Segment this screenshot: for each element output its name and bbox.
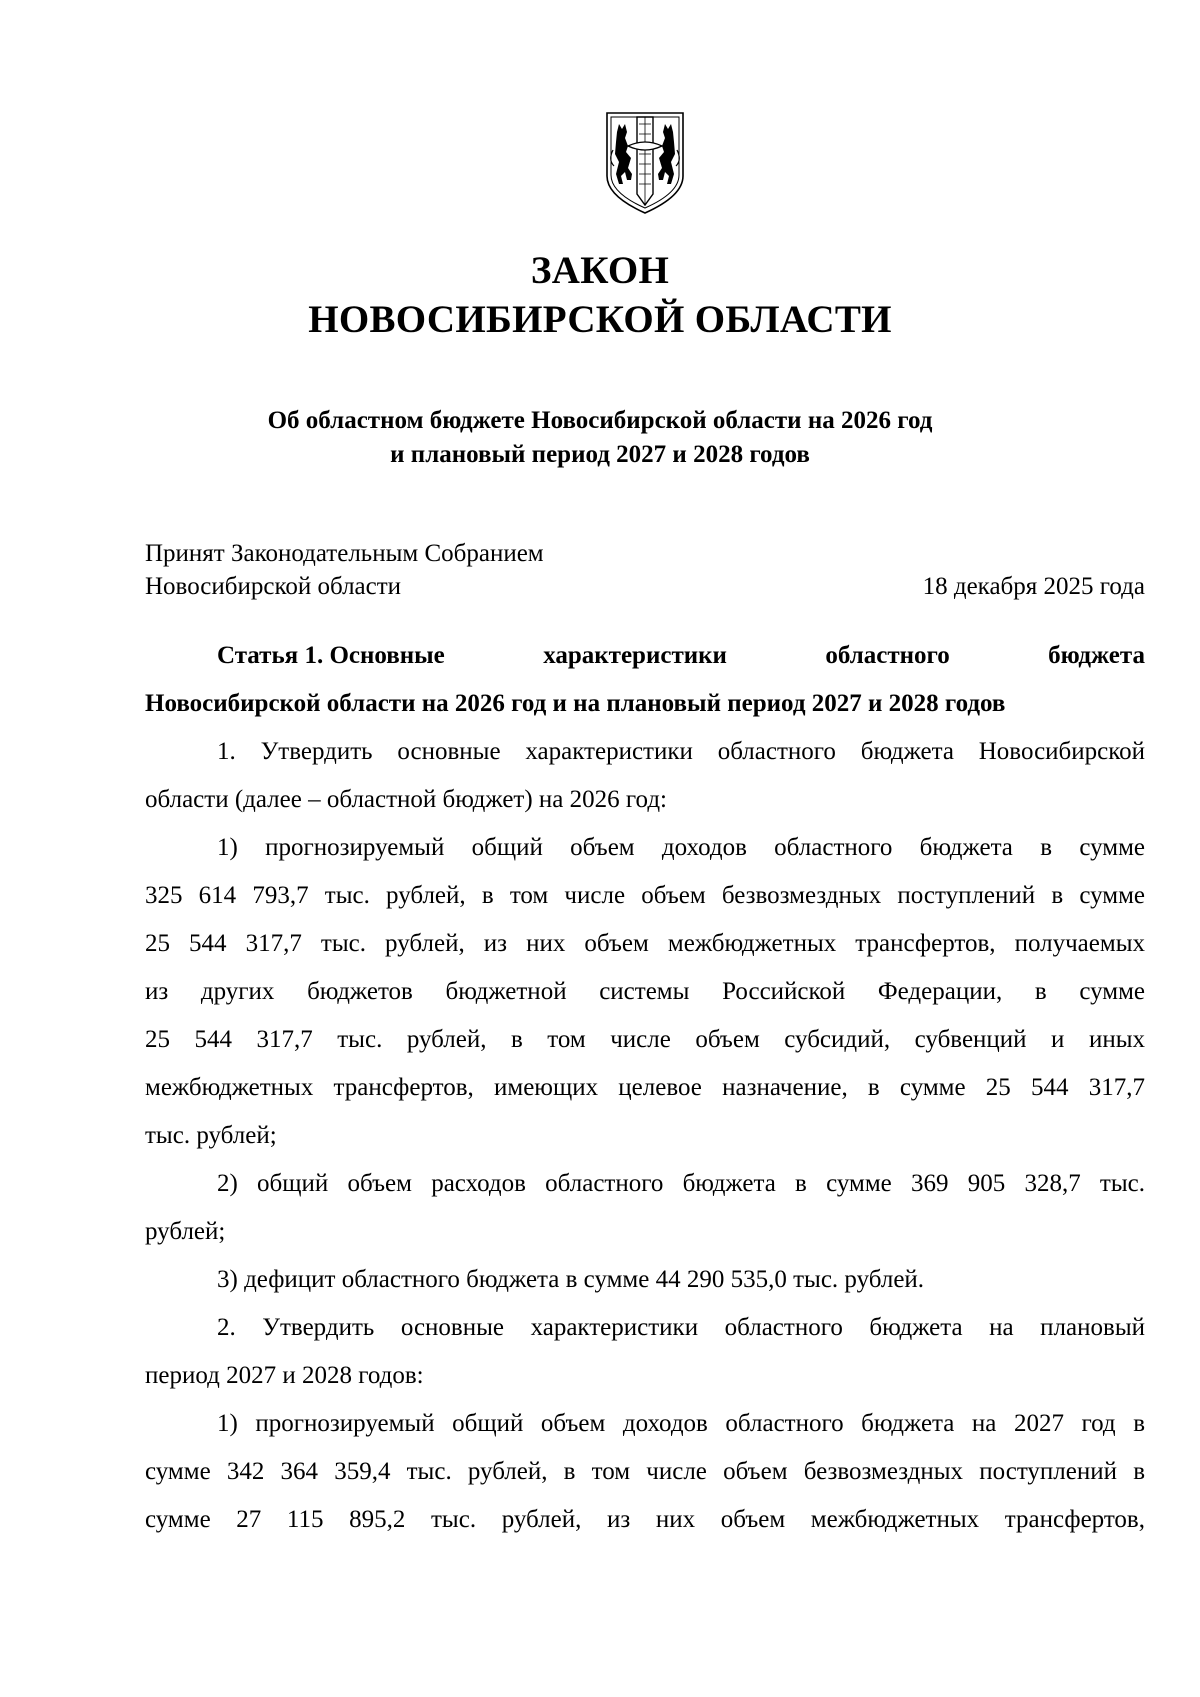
body-line: 3) дефицит областного бюджета в сумме 44 290 535,0 тыс. рублей.	[217, 1266, 925, 1293]
document-title: ЗАКОН	[530, 249, 670, 292]
body-line: 25 544 317,7 тыс. рублей, из них объем межбюджетных трансфертов, получаемых	[145, 930, 1145, 957]
body-line: 25 544 317,7 тыс. рублей, в том числе объем субсидий, субвенций и иных	[145, 1026, 1145, 1053]
adopted-by-line-1: Принят Законодательным Собранием	[145, 540, 544, 567]
body-line: из других бюджетов бюджетной системы Российской Федерации, в сумме	[145, 978, 1145, 1005]
adopted-by-line-2: Новосибирской области	[145, 573, 402, 600]
law-name-line-2: и плановый период 2027 и 2028 годов	[390, 441, 810, 468]
body-line: межбюджетных трансфертов, имеющих целевое назначение, в сумме 25 544 317,7	[145, 1074, 1145, 1101]
body-line: сумме 342 364 359,4 тыс. рублей, в том числе объем безвозмездных поступлений в	[145, 1458, 1145, 1485]
body-line: период 2027 и 2028 годов:	[145, 1362, 424, 1389]
article-heading-word: областного	[825, 642, 950, 669]
body-line: области (далее – областной бюджет) на 2026 год:	[145, 786, 667, 813]
body-line: сумме 27 115 895,2 тыс. рублей, из них объем межбюджетных трансфертов,	[145, 1506, 1145, 1533]
article-heading-word: бюджета	[1048, 642, 1145, 669]
body-line: 325 614 793,7 тыс. рублей, в том числе объем безвозмездных поступлений в сумме	[145, 882, 1145, 909]
body-line: 2. Утвердить основные характеристики областного бюджета на плановый	[217, 1314, 1145, 1341]
article-heading-line-1	[217, 640, 1145, 672]
law-name-line-1: Об областном бюджете Новосибирской области на 2026 год	[267, 407, 933, 434]
body-line: 1) прогнозируемый общий объем доходов областного бюджета на 2027 год в	[217, 1410, 1145, 1437]
adoption-date: 18 декабря 2025 года	[922, 573, 1145, 600]
document-title-region: НОВОСИБИРСКОЙ ОБЛАСТИ	[308, 298, 892, 341]
coat-of-arms-icon	[604, 110, 686, 216]
body-line: рублей;	[145, 1218, 226, 1245]
article-heading-word: Статья 1. Основные	[217, 642, 445, 669]
article-heading-word: характеристики	[543, 642, 727, 669]
body-line: 1) прогнозируемый общий объем доходов областного бюджета в сумме	[217, 834, 1145, 861]
body-line: 2) общий объем расходов областного бюджета в сумме 369 905 328,7 тыс.	[217, 1170, 1145, 1197]
body-line: тыс. рублей;	[145, 1122, 277, 1149]
body-line: 1. Утвердить основные характеристики областного бюджета Новосибирской	[217, 738, 1145, 765]
article-heading-line-2: Новосибирской области на 2026 год и на плановый период 2027 и 2028 годов	[145, 690, 1006, 717]
